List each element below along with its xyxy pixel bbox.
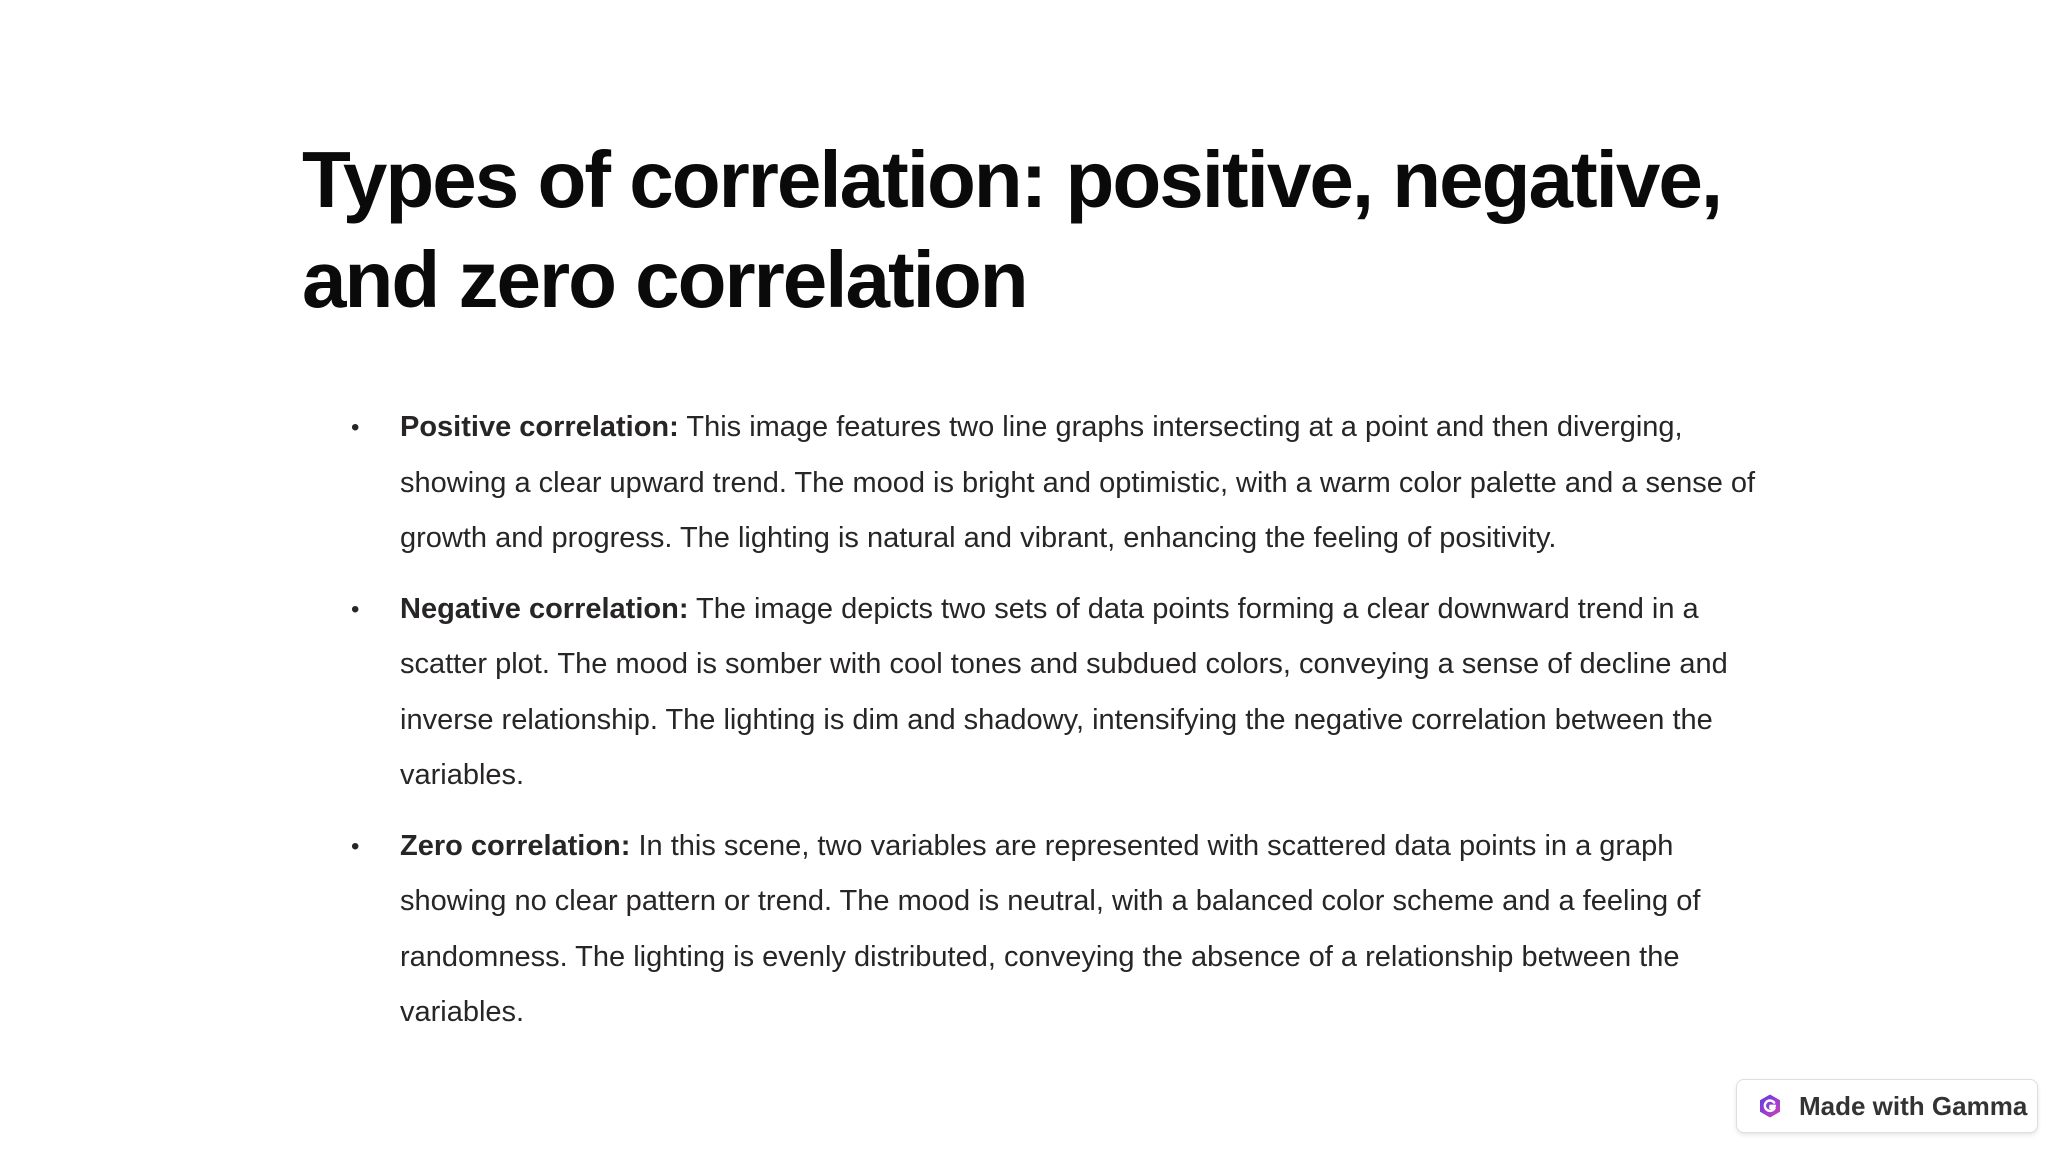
slide-title: Types of correlation: positive, negative, and zero correlation [302,135,1722,324]
made-with-gamma-badge[interactable] [1736,1079,2038,1133]
bullet-text: The image depicts two sets of data points forming a clear downward trend in a scatter plot. The mood is somber with cool tones and subdued colors, conveying a sense of decline and inverse relationship. The lighting is dim and shadowy, intensifying the negative correlation between the variables. [400,592,1728,791]
bullet-dot-icon: • [351,832,360,860]
badge-label: Made with Gamma [1799,1090,2028,1121]
bullet-item-negative [351,582,1771,804]
bullet-term: Positive correlation: [400,411,679,443]
bullet-item-positive [351,400,1771,567]
bullet-list [351,400,1771,1056]
bullet-term: Negative correlation: [400,592,689,625]
bullet-text: In this scene, two variables are represented with scattered data points in a graph showing no clear pattern or trend. The mood is neutral, with a balanced color scheme and a feeling of randomness. The lighting is evenly distributed, conveying the absence of a relationship between the variables. [400,829,1701,1028]
bullet-term: Zero correlation: [400,829,631,862]
bullet-text: This image features two line graphs intersecting at a point and then diverging, showing a clear upward trend. The mood is bright and optimistic, with a warm color palette and a sense of growth and progress. The lighting is natural and vibrant, enhancing the feeling of positivity. [400,411,1756,554]
bullet-item-zero [351,819,1771,1041]
bullet-dot-icon: • [351,414,360,441]
bullet-dot-icon: • [351,595,360,623]
gamma-logo-icon [1757,1093,1783,1119]
